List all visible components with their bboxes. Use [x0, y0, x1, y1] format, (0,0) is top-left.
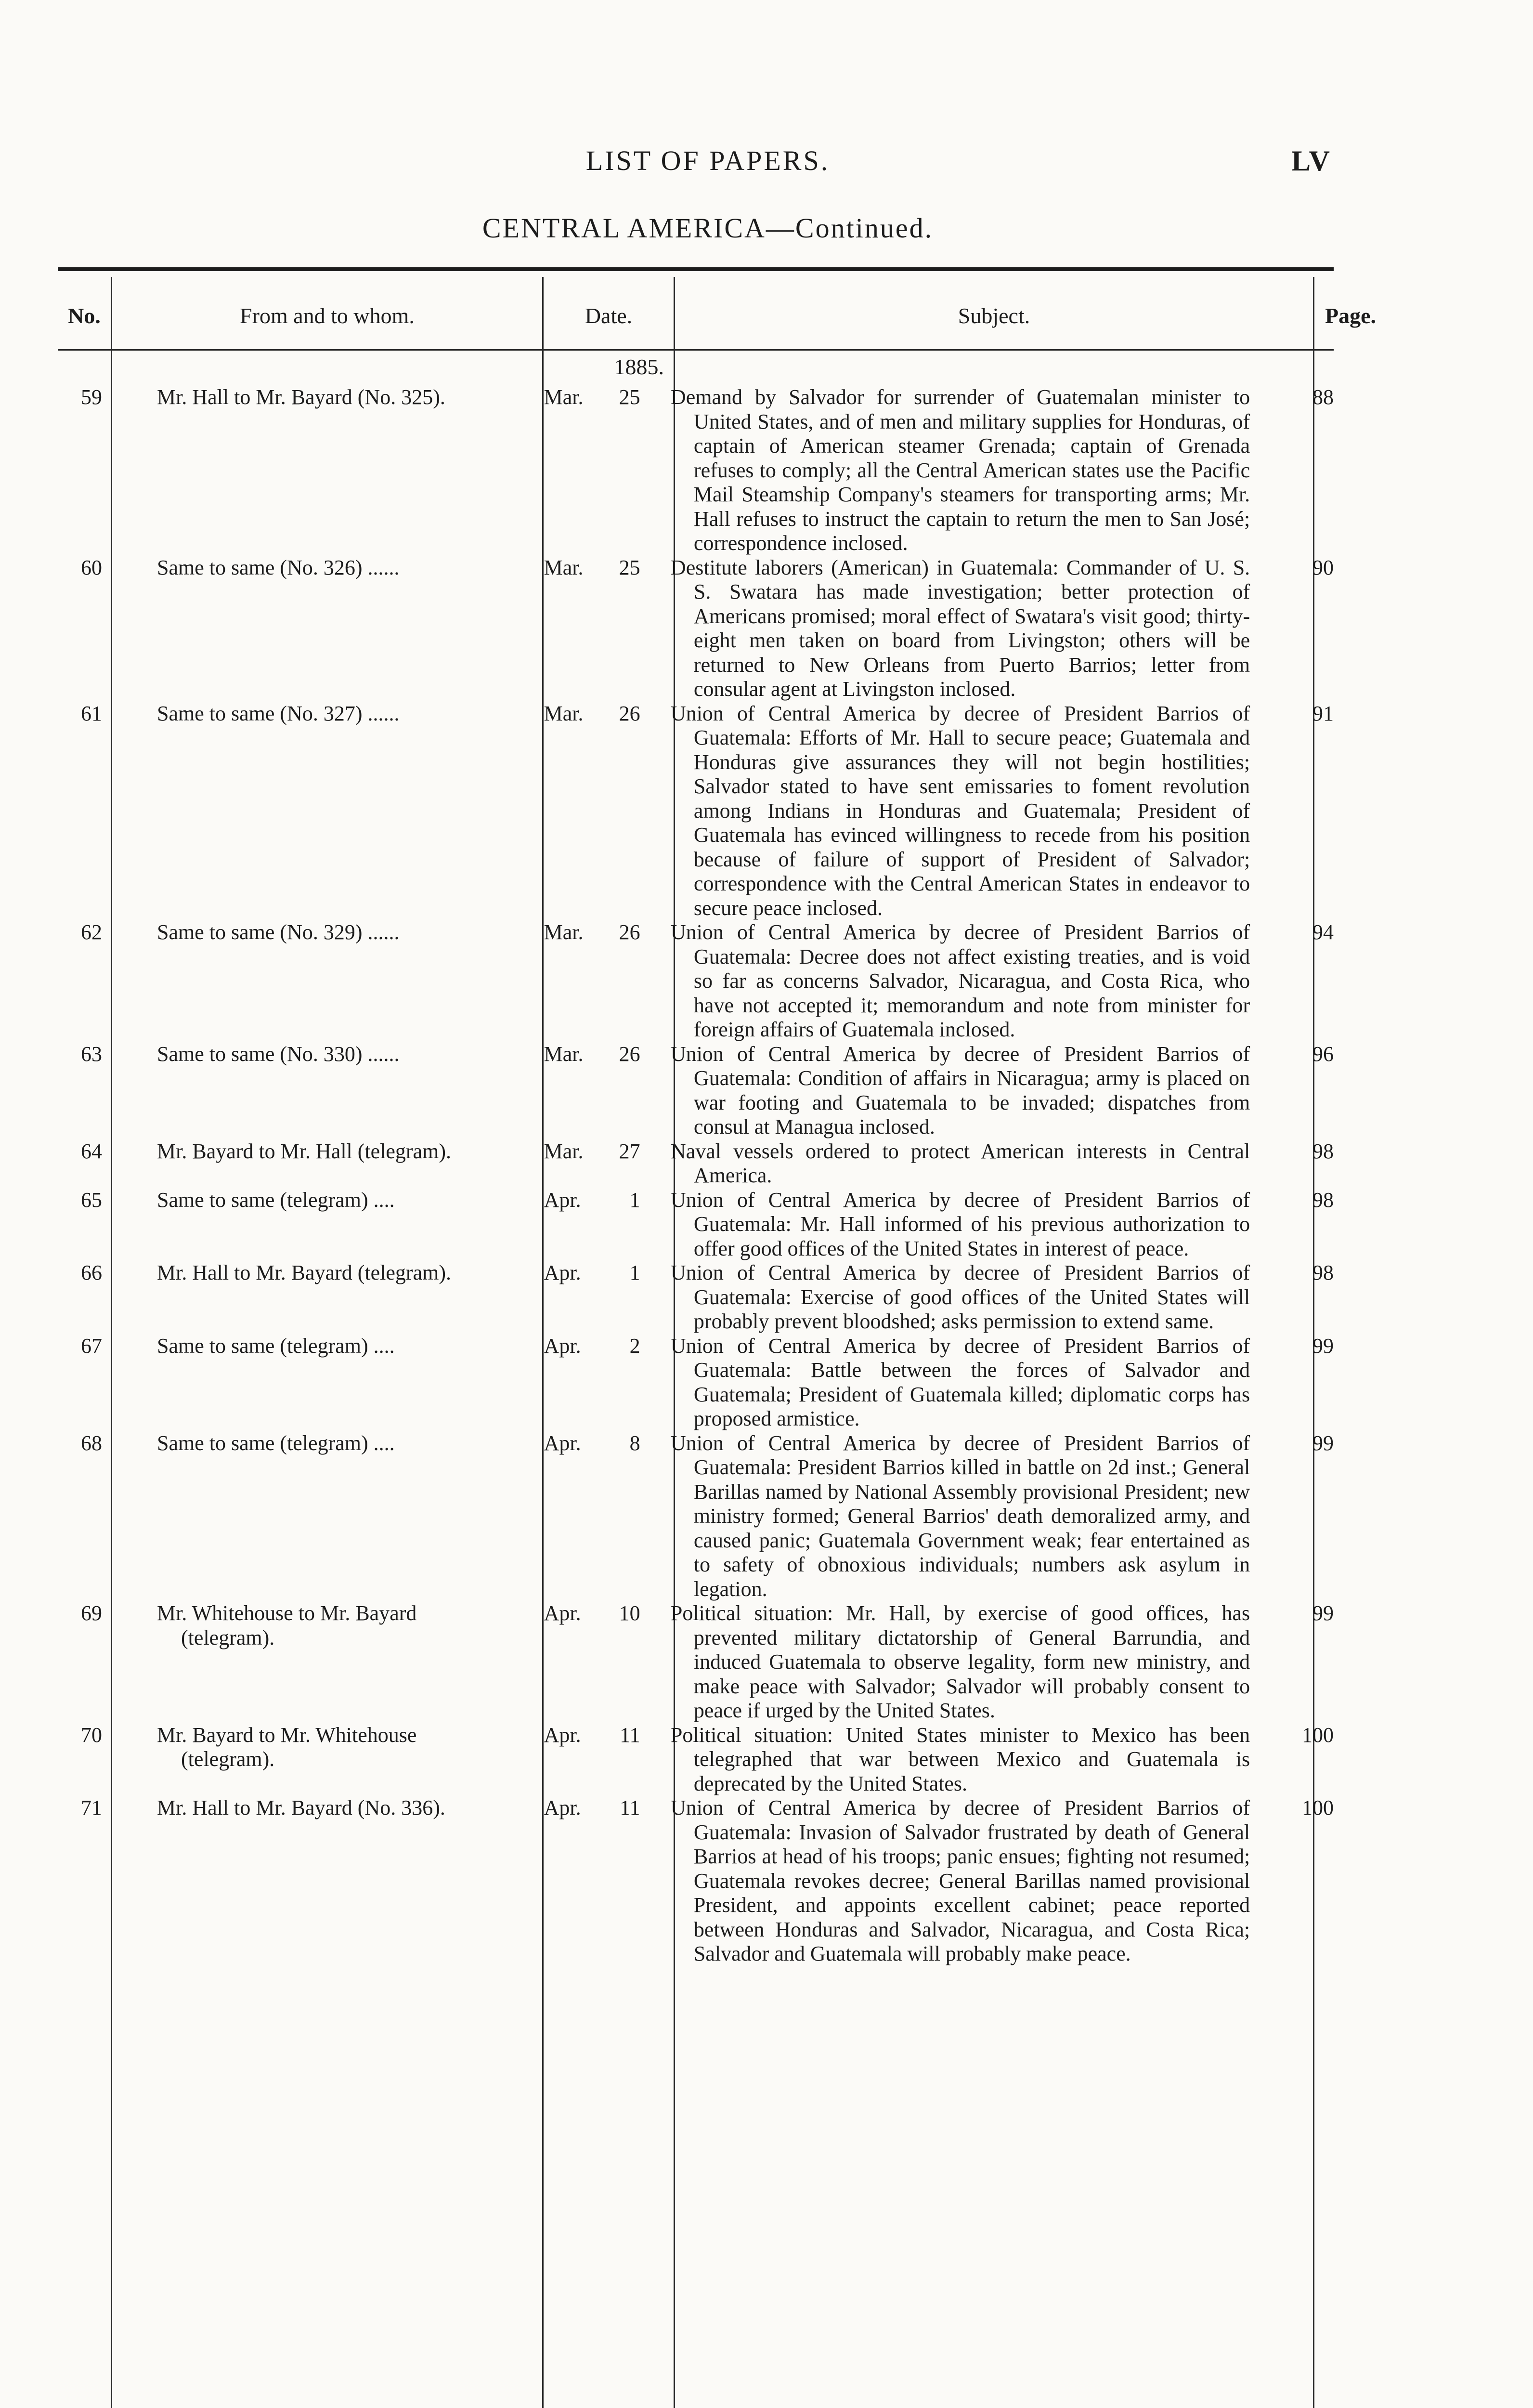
- subject-cell: Destitute laborers (American) in Guatemala: Commander of U. S. S. Swatara has made investigation; better protection of Americans promised; moral effect of Swatara's visit good; thirty-eight men taken on board from Livingston; others will be returned to New Orleans from Puerto Barrios; letter from consular agent at Livingston inclosed.: [670, 555, 1250, 701]
- header-rule: [58, 349, 1334, 351]
- date-day: 26: [619, 701, 640, 725]
- table-row: [58, 1601, 1334, 1723]
- table-row: [58, 385, 1334, 556]
- from-to-cell: Mr. Hall to Mr. Bayard (telegram).: [157, 1261, 451, 1284]
- table-row: [58, 1042, 1334, 1139]
- date-day: 10: [619, 1601, 640, 1625]
- date-day: 1: [629, 1261, 640, 1284]
- entry-number: 59: [81, 385, 103, 409]
- date-month: Apr.: [544, 1431, 581, 1455]
- table-top-rule: [58, 267, 1334, 271]
- page-cell: 90: [1312, 555, 1334, 579]
- from-to-cell: Mr. Hall to Mr. Bayard (No. 325).: [157, 385, 445, 409]
- page-number: LV: [1291, 145, 1331, 177]
- subject-cell: Union of Central America by decree of President Barrios of Guatemala: Mr. Hall informed of his previous authorization to offer good offices of the United States in interest of peace.: [670, 1188, 1250, 1260]
- column-header-no: No.: [68, 303, 101, 328]
- date-cell: [525, 1334, 650, 1431]
- table-row: [58, 920, 1334, 1042]
- column-header-from-to: From and to whom.: [240, 303, 415, 328]
- subject-cell: Naval vessels ordered to protect American interests in Central America.: [670, 1139, 1250, 1187]
- from-to-cell: Same to same (No. 327) ......: [157, 701, 400, 725]
- date-cell: [525, 1261, 650, 1334]
- from-to-cell: Mr. Whitehouse to Mr. Bayard (telegram).: [157, 1601, 417, 1649]
- page-cell: 88: [1312, 385, 1334, 409]
- table-row: [58, 1334, 1334, 1431]
- page-cell: 98: [1312, 1188, 1334, 1212]
- entry-number: 62: [81, 920, 103, 944]
- entry-number: 60: [81, 555, 103, 579]
- from-to-cell: Same to same (No. 326) ......: [157, 555, 400, 579]
- entry-number: 61: [81, 701, 103, 725]
- column-header-subject: Subject.: [958, 303, 1030, 328]
- from-to-cell: Same to same (No. 330) ......: [157, 1042, 400, 1066]
- section-title: CENTRAL AMERICA—Continued.: [482, 212, 934, 244]
- date-day: 11: [620, 1723, 640, 1747]
- from-to-cell: Mr. Bayard to Mr. Whitehouse (telegram).: [157, 1723, 417, 1771]
- date-cell: [525, 920, 650, 1042]
- subject-cell: Demand by Salvador for surrender of Guatemalan minister to United States, and of men and military supplies for Honduras, of captain of American steamer Grenada; captain of Grenada refuses to comply; all the Central American states use the Pacific Mail Steamship Company's steamers for transporting arms; Mr. Hall refuses to instruct the captain to return the men to San José; correspondence inclosed.: [670, 385, 1250, 555]
- entry-number: 69: [81, 1601, 103, 1625]
- date-month: Mar.: [544, 1042, 584, 1066]
- date-day: 25: [619, 385, 640, 409]
- date-day: 11: [620, 1796, 640, 1819]
- date-cell: [525, 385, 650, 556]
- entry-number: 67: [81, 1334, 103, 1358]
- year-label: 1885.: [614, 354, 664, 379]
- table-row: [58, 1431, 1334, 1602]
- subject-cell: Union of Central America by decree of President Barrios of Guatemala: Exercise of good offices of the United States will probably prevent bloodshed; asks permission to extend same.: [670, 1261, 1250, 1333]
- date-month: Mar.: [544, 555, 584, 579]
- date-cell: [525, 1042, 650, 1139]
- subject-cell: Union of Central America by decree of President Barrios of Guatemala: President Barrios killed in battle on 2d inst.; General Barillas named by National Assembly provisional President; new ministry formed; General Barrios' death demoralized army, and caused panic; Guatemala Government weak; fear entertained as to safety of obnoxious individuals; numbers ask asylum in legation.: [670, 1431, 1250, 1601]
- from-to-cell: Same to same (No. 329) ......: [157, 920, 400, 944]
- date-day: 8: [629, 1431, 640, 1455]
- page-cell: 100: [1301, 1796, 1334, 1819]
- date-month: Apr.: [544, 1601, 581, 1625]
- date-day: 2: [629, 1334, 640, 1358]
- entry-number: 71: [81, 1796, 103, 1819]
- column-header-page: Page.: [1325, 303, 1376, 328]
- page-cell: 99: [1312, 1601, 1334, 1625]
- date-day: 27: [619, 1139, 640, 1163]
- subject-cell: Political situation: United States minister to Mexico has been telegraphed that war between Mexico and Guatemala is deprecated by the United States.: [670, 1723, 1250, 1795]
- page-cell: 99: [1312, 1431, 1334, 1455]
- running-title: LIST OF PAPERS.: [585, 145, 830, 176]
- page-cell: 98: [1312, 1139, 1334, 1163]
- date-month: Apr.: [544, 1334, 581, 1358]
- date-day: 26: [619, 1042, 640, 1066]
- running-head: [0, 144, 1533, 183]
- subject-cell: Union of Central America by decree of President Barrios of Guatemala: Condition of affairs in Nicaragua; army is placed on war footing and Guatemala to be invaded; dispatches from consul at Managua inclosed.: [670, 1042, 1250, 1139]
- from-to-cell: Mr. Hall to Mr. Bayard (No. 336).: [157, 1796, 445, 1819]
- date-month: Mar.: [544, 1139, 584, 1163]
- date-month: Apr.: [544, 1796, 581, 1819]
- date-cell: [525, 1188, 650, 1261]
- table-row: [58, 1261, 1334, 1334]
- date-month: Apr.: [544, 1723, 581, 1747]
- date-cell: [525, 1139, 650, 1188]
- date-day: 26: [619, 920, 640, 944]
- subject-cell: Union of Central America by decree of President Barrios of Guatemala: Decree does not affect existing treaties, and is void so far as concerns Salvador, Nicaragua, and Costa Rica, who have not accepted it; memorandum and note from minister for foreign affairs of Guatemala inclosed.: [670, 920, 1250, 1041]
- date-month: Apr.: [544, 1188, 581, 1212]
- page-cell: 98: [1312, 1261, 1334, 1284]
- date-month: Apr.: [544, 1261, 581, 1284]
- from-to-cell: Mr. Bayard to Mr. Hall (telegram).: [157, 1139, 451, 1163]
- entry-number: 68: [81, 1431, 103, 1455]
- date-month: Mar.: [544, 701, 584, 725]
- table-row: [58, 1139, 1334, 1188]
- table-row: [58, 556, 1334, 702]
- date-month: Mar.: [544, 920, 584, 944]
- entry-number: 66: [81, 1261, 103, 1284]
- date-month: Mar.: [544, 385, 584, 409]
- from-to-cell: Same to same (telegram) ....: [157, 1188, 395, 1212]
- date-cell: [525, 1723, 650, 1796]
- table-body: [58, 385, 1334, 1966]
- date-cell: [525, 702, 650, 921]
- date-cell: [525, 1431, 650, 1602]
- table-row: [58, 702, 1334, 921]
- entry-number: 64: [81, 1139, 103, 1163]
- entry-number: 70: [81, 1723, 103, 1747]
- page-cell: 94: [1312, 920, 1334, 944]
- column-header-date: Date.: [585, 303, 633, 328]
- entry-number: 65: [81, 1188, 103, 1212]
- table-row: [58, 1188, 1334, 1261]
- page-cell: 96: [1312, 1042, 1334, 1066]
- subject-cell: Union of Central America by decree of President Barrios of Guatemala: Invasion of Salvador frustrated by death of General Barrios at head of his troops; panic ensues; fighting not resumed; Guatemala revokes decree; General Barillas named provisional President, and appoints excellent cabinet; peace reported between Honduras and Salvador, Nicaragua, and Costa Rica; Salvador and Guatemala will probably make peace.: [670, 1796, 1250, 1965]
- table-row: [58, 1723, 1334, 1796]
- subject-cell: Union of Central America by decree of President Barrios of Guatemala: Battle between the forces of Salvador and Guatemala; President of Guatemala killed; diplomatic corps has proposed armistice.: [670, 1334, 1250, 1430]
- page-cell: 91: [1312, 701, 1334, 725]
- page-cell: 99: [1312, 1334, 1334, 1358]
- date-cell: [525, 1601, 650, 1723]
- subject-cell: Political situation: Mr. Hall, by exercise of good offices, has prevented military dictatorship of General Barrundia, and induced Guatemala to observe legality, form new ministry, and make peace with Salvador; Salvador will probably consent to peace if urged by the United States.: [670, 1601, 1250, 1722]
- date-day: 25: [619, 555, 640, 579]
- subject-cell: Union of Central America by decree of President Barrios of Guatemala: Efforts of Mr. Hall to secure peace; Guatemala and Honduras give assurances they will not begin hostilities; Salvador stated to have sent emissaries to foment revolution among Indians in Honduras and Guatemala; President of Guatemala has evinced willingness to recede from his position because of failure of support of President of Salvador; correspondence with the Central American States in endeavor to secure peace inclosed.: [670, 701, 1250, 920]
- date-cell: [525, 556, 650, 702]
- from-to-cell: Same to same (telegram) ....: [157, 1431, 395, 1455]
- page-cell: 100: [1301, 1723, 1334, 1747]
- date-day: 1: [629, 1188, 640, 1212]
- table-row: [58, 1796, 1334, 1966]
- from-to-cell: Same to same (telegram) ....: [157, 1334, 395, 1358]
- papers-table: [58, 267, 1376, 2408]
- date-cell: [525, 1796, 650, 1966]
- entry-number: 63: [81, 1042, 103, 1066]
